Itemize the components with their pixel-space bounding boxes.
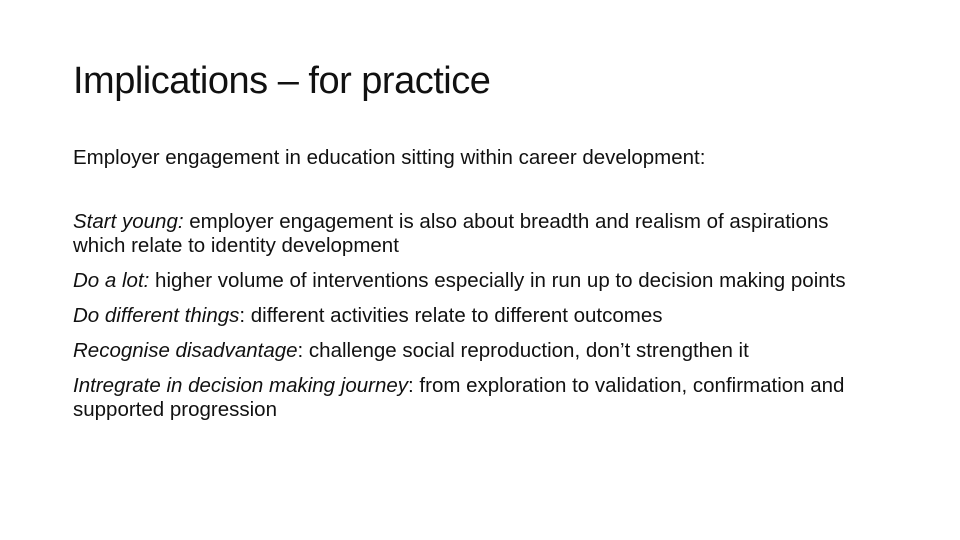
point-term: Do different things (73, 304, 240, 327)
point-term: Recognise disadvantage (73, 339, 298, 362)
point-integrate-decision-journey (73, 374, 873, 422)
slide-body (73, 146, 873, 433)
slide-title: Implications – for practice (73, 60, 491, 102)
point-text: : challenge social reproduction, don’t strengthen it (297, 339, 749, 362)
point-text: : from exploration to validation, confirmation and supported progression (73, 374, 845, 421)
intro-text: Employer engagement in education sitting within career development: (73, 146, 706, 169)
point-do-different-things (73, 304, 873, 328)
point-recognise-disadvantage (73, 339, 873, 363)
point-term: Start young: (73, 210, 184, 233)
point-text: employer engagement is also about breadth and realism of aspirations which relate to identity development (73, 210, 829, 257)
point-term: Intregrate in decision making journey (73, 374, 409, 397)
point-start-young (73, 210, 873, 258)
point-text: : different activities relate to different outcomes (239, 304, 663, 327)
point-term: Do a lot: (73, 269, 150, 292)
point-text: higher volume of interventions especially in run up to decision making points (149, 269, 846, 292)
point-do-a-lot (73, 269, 873, 293)
